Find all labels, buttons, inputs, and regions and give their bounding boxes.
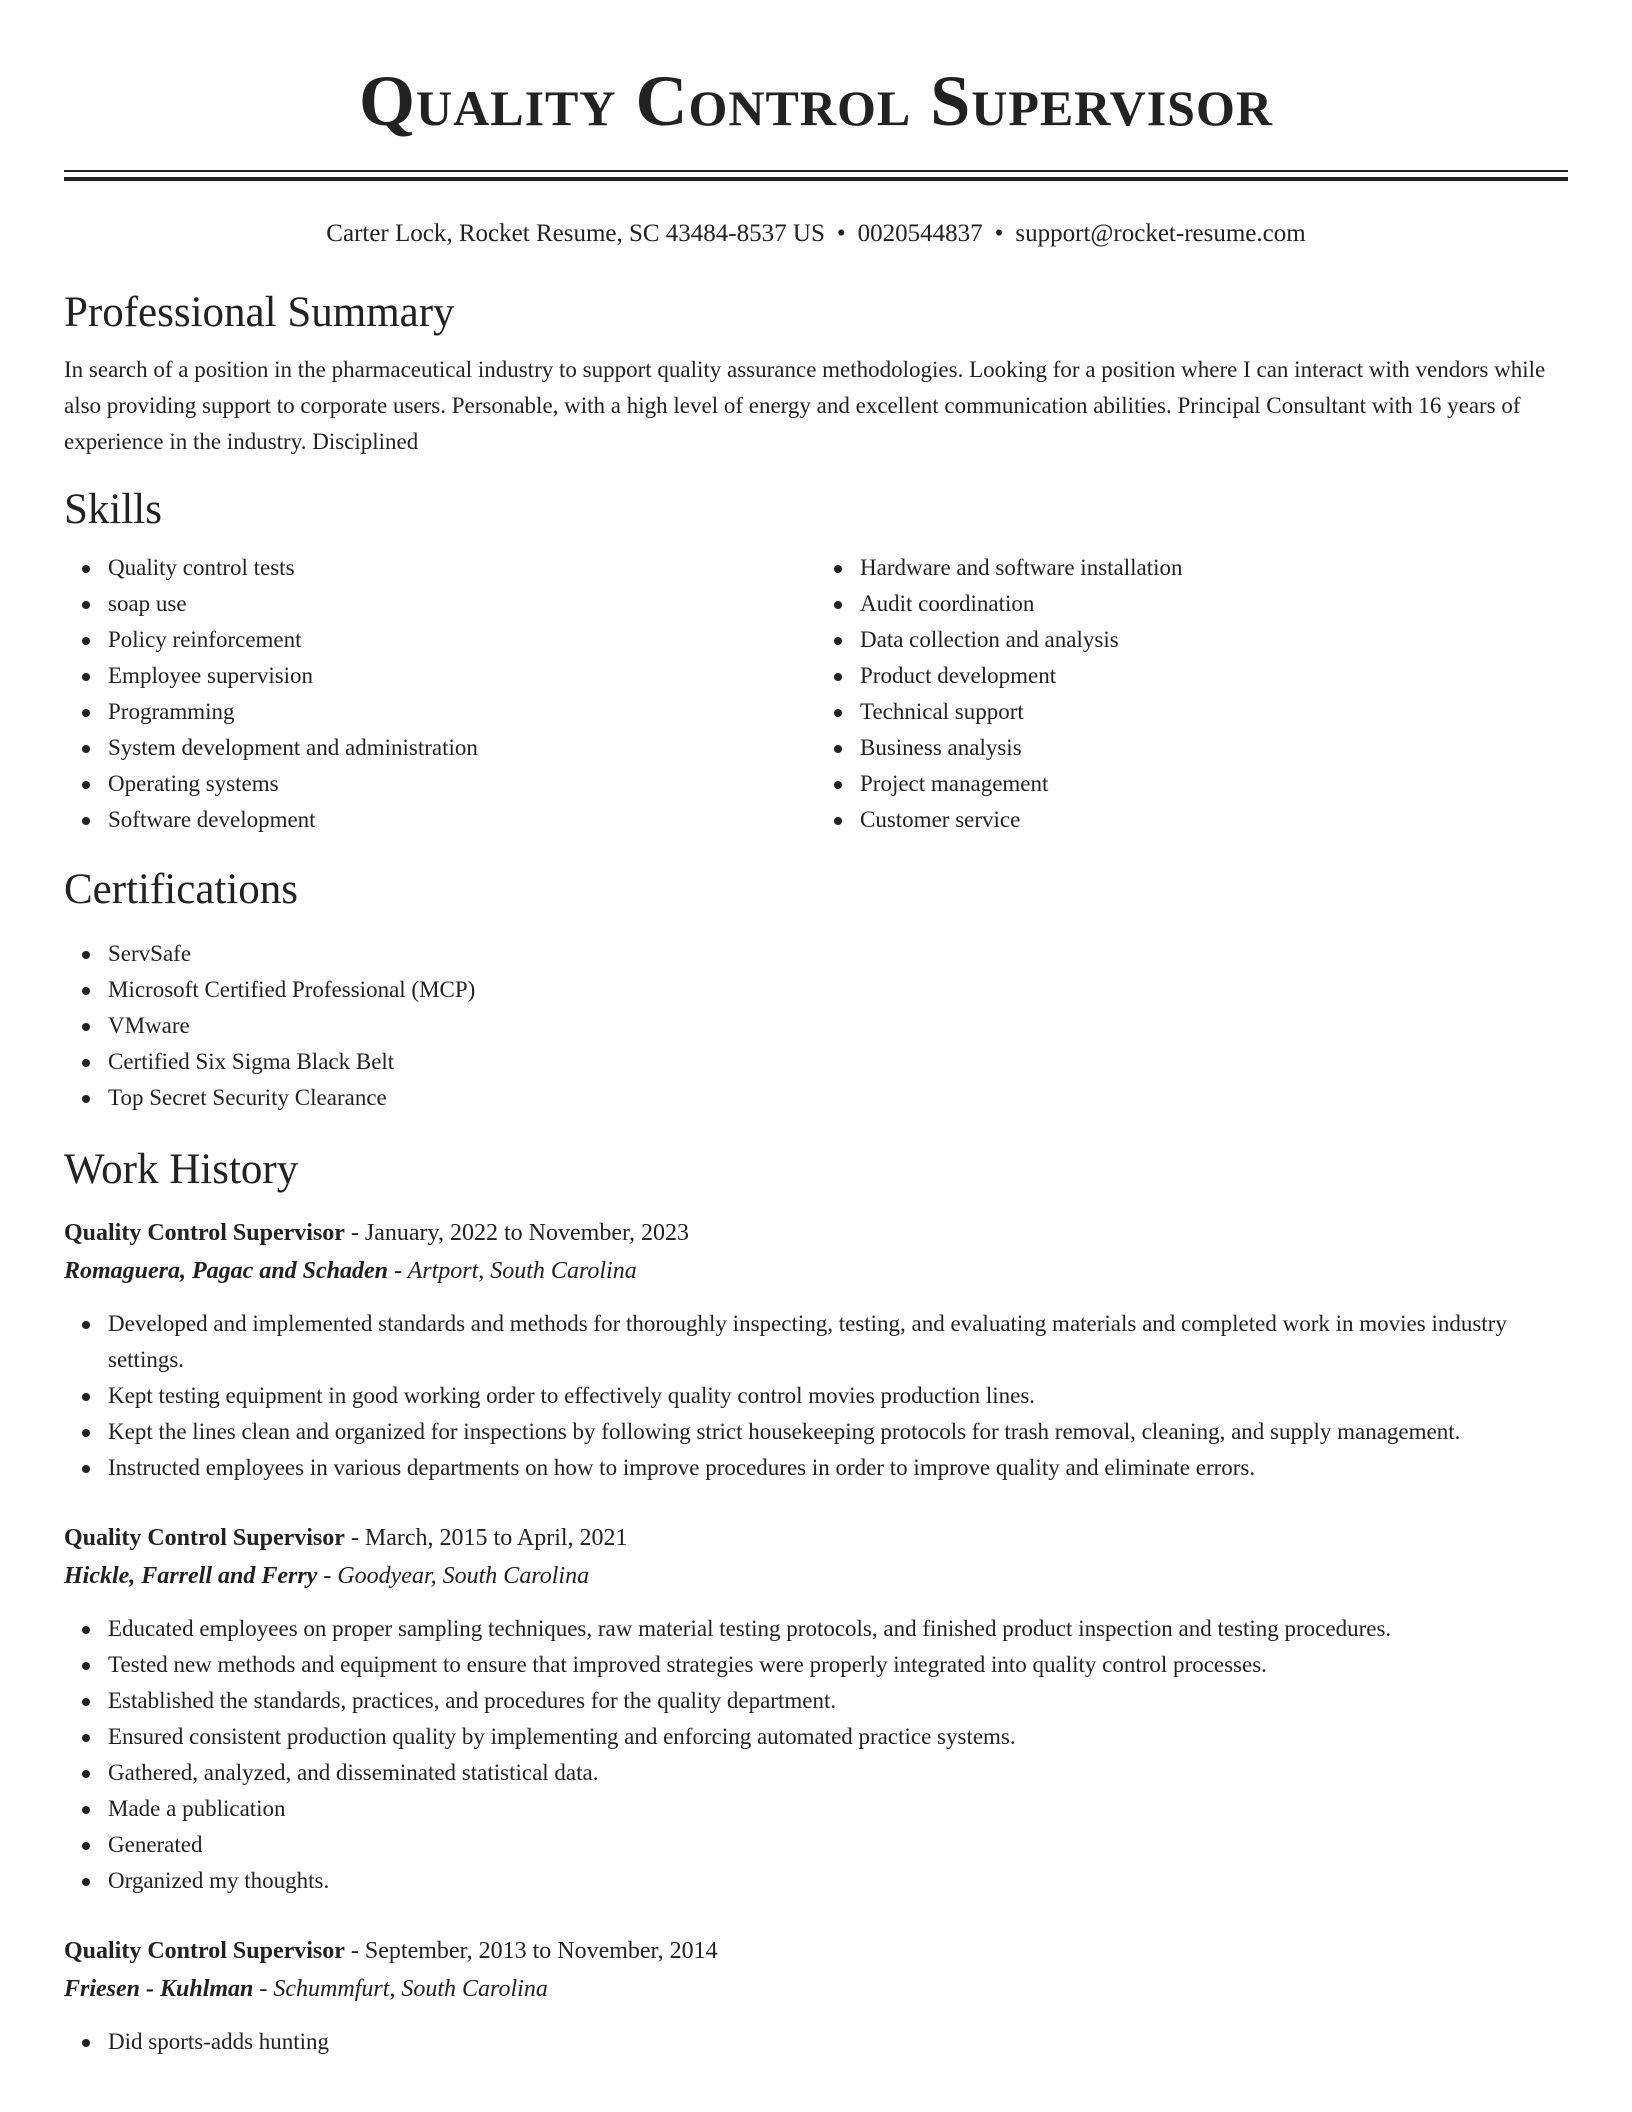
job-duty-item: Did sports-adds hunting — [108, 2024, 1568, 2060]
job-duties-list — [64, 2024, 1568, 2060]
summary-text: In search of a position in the pharmaceutical industry to support quality assurance methodologies. Looking for a position where I can interact with vendors while also providing support to corporate users. Personable, with a high level of energy and excellent communication abilities. Principal Consultant with 16 years of experience in the industry. Disciplined — [64, 357, 1546, 454]
job-duty-item: Generated — [108, 1827, 1568, 1863]
certification-item: Microsoft Certified Professional (MCP) — [108, 972, 1568, 1008]
contact-email[interactable]: support@rocket-resume.com — [1015, 220, 1306, 247]
summary-heading: Professional Summary — [64, 289, 455, 336]
certification-item: VMware — [108, 1008, 1568, 1044]
job-company: Hickle, Farrell and Ferry — [64, 1563, 318, 1589]
job-duty-item: Kept the lines clean and organized for inspections by following strict housekeeping protocols for trash removal, cleaning, and supply management. — [108, 1414, 1568, 1450]
certifications-list — [64, 936, 1568, 1116]
skill-item: Operating systems — [108, 766, 816, 802]
job-location: - Schummfurt, South Carolina — [253, 1976, 548, 2002]
job-location: - Artport, South Carolina — [388, 1258, 637, 1284]
job-company-line — [64, 1970, 1568, 2008]
skills-columns — [64, 550, 1568, 838]
skill-item: Quality control tests — [108, 550, 816, 586]
skill-item: Policy reinforcement — [108, 622, 816, 658]
skills-list-right — [816, 550, 1568, 838]
job-entry — [64, 1519, 1568, 1899]
skills-list-left — [64, 550, 816, 838]
skill-item: Hardware and software installation — [860, 550, 1568, 586]
job-duty-item: Kept testing equipment in good working order to effectively quality control movies production lines. — [108, 1378, 1568, 1414]
job-dates: - January, 2022 to November, 2023 — [344, 1220, 689, 1246]
job-duty-item: Instructed employees in various departments on how to improve procedures in order to improve quality and eliminate errors. — [108, 1450, 1568, 1486]
job-duty-item: Educated employees on proper sampling techniques, raw material testing protocols, and finished product inspection and testing procedures. — [108, 1611, 1568, 1647]
job-company-line — [64, 1252, 1568, 1290]
job-duty-item: Gathered, analyzed, and disseminated statistical data. — [108, 1755, 1568, 1791]
job-title-line — [64, 1932, 1568, 1970]
work-history-list — [64, 1214, 1568, 2060]
page-title: Quality Control Supervisor — [359, 61, 1273, 141]
contact-separator: • — [994, 220, 1004, 247]
skill-item: Audit coordination — [860, 586, 1568, 622]
job-company: Friesen - Kuhlman — [64, 1976, 254, 2002]
skills-heading: Skills — [64, 486, 162, 533]
skill-item: Employee supervision — [108, 658, 816, 694]
job-duty-item: Tested new methods and equipment to ensure that improved strategies were properly integrated into quality control processes. — [108, 1647, 1568, 1683]
job-dates: - March, 2015 to April, 2021 — [344, 1525, 628, 1551]
skill-item: Data collection and analysis — [860, 622, 1568, 658]
job-duty-item: Ensured consistent production quality by implementing and enforcing automated practice systems. — [108, 1719, 1568, 1755]
job-company: Romaguera, Pagac and Schaden — [64, 1258, 389, 1284]
contact-phone: 0020544837 — [857, 220, 983, 247]
job-title: Quality Control Supervisor — [64, 1525, 345, 1551]
job-dates: - September, 2013 to November, 2014 — [344, 1938, 718, 1964]
work-history-heading: Work History — [64, 1146, 299, 1193]
title-divider — [64, 170, 1568, 181]
job-entry — [64, 1932, 1568, 2060]
resume-page — [64, 0, 1568, 2060]
certification-item: Certified Six Sigma Black Belt — [108, 1044, 1568, 1080]
job-duty-item: Established the standards, practices, and procedures for the quality department. — [108, 1683, 1568, 1719]
job-duty-item: Made a publication — [108, 1791, 1568, 1827]
skill-item: Programming — [108, 694, 816, 730]
job-title: Quality Control Supervisor — [64, 1938, 345, 1964]
job-entry — [64, 1214, 1568, 1486]
certification-item: ServSafe — [108, 936, 1568, 972]
job-company-line — [64, 1557, 1568, 1595]
job-location: - Goodyear, South Carolina — [317, 1563, 590, 1589]
job-title: Quality Control Supervisor — [64, 1220, 345, 1246]
job-duties-list — [64, 1306, 1568, 1486]
contact-separator: • — [836, 220, 846, 247]
job-duties-list — [64, 1611, 1568, 1899]
skill-item: Project management — [860, 766, 1568, 802]
skill-item: Technical support — [860, 694, 1568, 730]
contact-line — [64, 217, 1568, 251]
skill-item: Product development — [860, 658, 1568, 694]
certifications-heading: Certifications — [64, 866, 299, 913]
contact-address: Carter Lock, Rocket Resume, SC 43484-8537 US — [326, 220, 825, 247]
skill-item: System development and administration — [108, 730, 816, 766]
job-title-line — [64, 1214, 1568, 1252]
skill-item: Business analysis — [860, 730, 1568, 766]
job-duty-item: Developed and implemented standards and methods for thoroughly inspecting, testing, and evaluating materials and completed work in movies industry settings. — [108, 1306, 1568, 1378]
skill-item: Customer service — [860, 802, 1568, 838]
certification-item: Top Secret Security Clearance — [108, 1080, 1568, 1116]
job-title-line — [64, 1519, 1568, 1557]
job-duty-item: Organized my thoughts. — [108, 1863, 1568, 1899]
skill-item: soap use — [108, 586, 816, 622]
skill-item: Software development — [108, 802, 816, 838]
